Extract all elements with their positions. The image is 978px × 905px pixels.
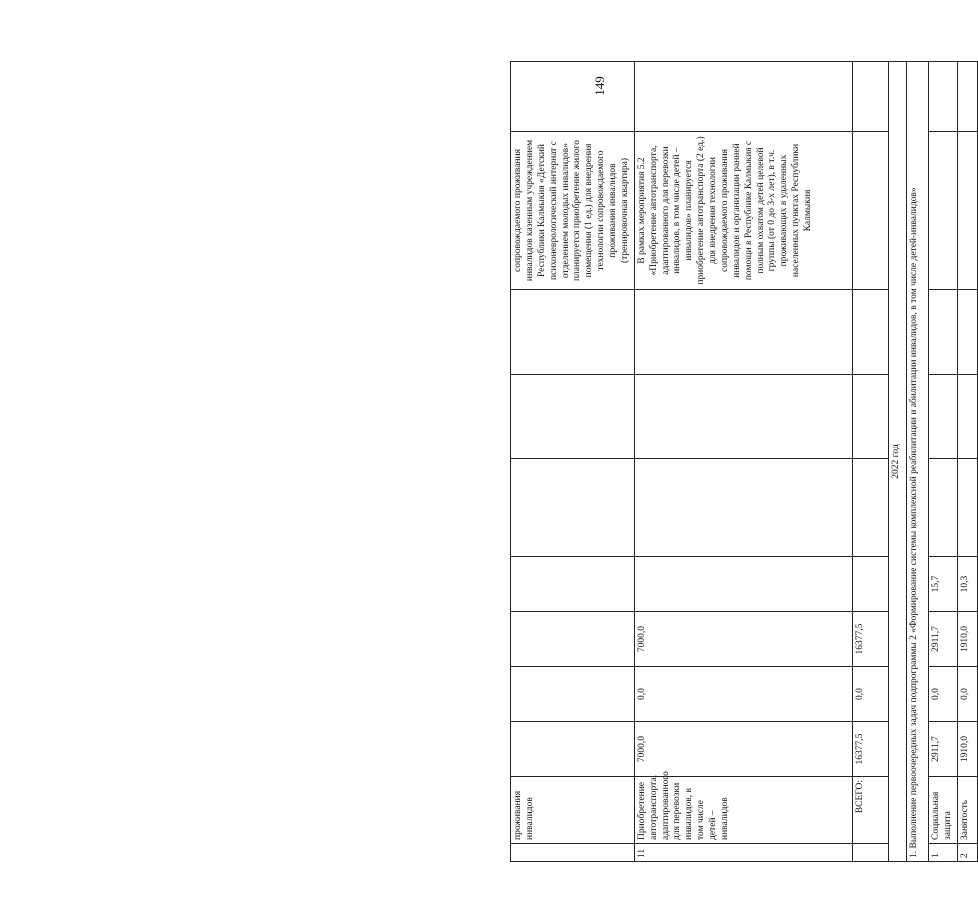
total-v1: 16377,5 [852, 722, 888, 777]
cell-v2: 0,0 [634, 667, 852, 722]
table-row [957, 62, 977, 862]
page-number: 149 [591, 76, 607, 96]
section-header-row [906, 62, 928, 862]
year-header: 2022 год [888, 62, 906, 862]
year-header-row [888, 62, 906, 862]
cell-v4 [511, 557, 635, 612]
cell-v1 [511, 722, 635, 777]
cell-num: 11 [634, 844, 852, 862]
cell-name: проживания инвалидов [511, 777, 635, 844]
cell-v1: 2911,7 [928, 722, 957, 777]
total-v3: 16377,5 [852, 612, 888, 667]
cell-v2 [511, 667, 635, 722]
cell-v6 [634, 375, 852, 459]
table-row-continued [511, 62, 635, 862]
cell-v2: 0,0 [928, 667, 957, 722]
cell-v1: 7000,0 [634, 722, 852, 777]
table-row [928, 62, 957, 862]
cell-desc: В рамках мероприятия 5.2 «Приобретение автотранспорта, адаптированного для перевозки инвалидов, в том числе детей – инвалидов» планируется приобретение автотранспорта (2 ед.) для внедрения технологии сопровождаемого проживания инвалидов и организации ранней помощи в Республике Калмыкия с полным охватом детей целевой группы (от 0 до 3-х лет), в т.ч. проживающих в удаленных населенных пунктах Республики Калмыкия [634, 132, 852, 290]
cell-v3 [511, 612, 635, 667]
rotated-table-container [510, 62, 970, 862]
cell-v6 [511, 375, 635, 459]
cell-v4: 15,7 [928, 557, 957, 612]
cell-num [852, 844, 888, 862]
total-v2: 0,0 [852, 667, 888, 722]
cell-v7 [634, 290, 852, 375]
cell-name: Приобретение автотранспорта, адаптированного для перевозки инвалидов, в том числе детей – инвалидов [634, 777, 852, 844]
table-row-11 [634, 62, 852, 862]
cell-v3: 2911,7 [928, 612, 957, 667]
cell-v5 [634, 459, 852, 557]
cell-v4: 10,3 [957, 557, 977, 612]
cell-v3: 1910,0 [957, 612, 977, 667]
table-row-total [852, 62, 888, 862]
cell-name: Занятость [957, 777, 977, 844]
cell-extra [634, 62, 852, 132]
cell-extra [511, 62, 635, 132]
total-label: ВСЕГО: [852, 777, 888, 844]
section-header: 1. Выполнение первоочередных задач подпрограммы 2 «Формирование системы комплексной реабилитации и абилитации инвалидов, в том числе детей-инвалидов» [906, 62, 928, 862]
cell-v3: 7000,0 [634, 612, 852, 667]
cell-v5 [511, 459, 635, 557]
program-table [510, 61, 978, 862]
cell-num: 1 [928, 844, 957, 862]
cell-desc: сопровождаемого проживания инвалидов казенным учреждением Республики Калмыкия «Детский психоневрологический интернат с отделением молодых инвалидов» планируется приобретение жилого помещения (1 ед.) для внедрения технологии сопровождаемого проживания инвалидов (тренировочная квартира) [511, 132, 635, 290]
cell-v7 [511, 290, 635, 375]
cell-v4 [634, 557, 852, 612]
cell-name: Социальная защита [928, 777, 957, 844]
cell-v2: 0,0 [957, 667, 977, 722]
cell-num [511, 844, 635, 862]
cell-num: 2 [957, 844, 977, 862]
cell-v1: 1910,0 [957, 722, 977, 777]
